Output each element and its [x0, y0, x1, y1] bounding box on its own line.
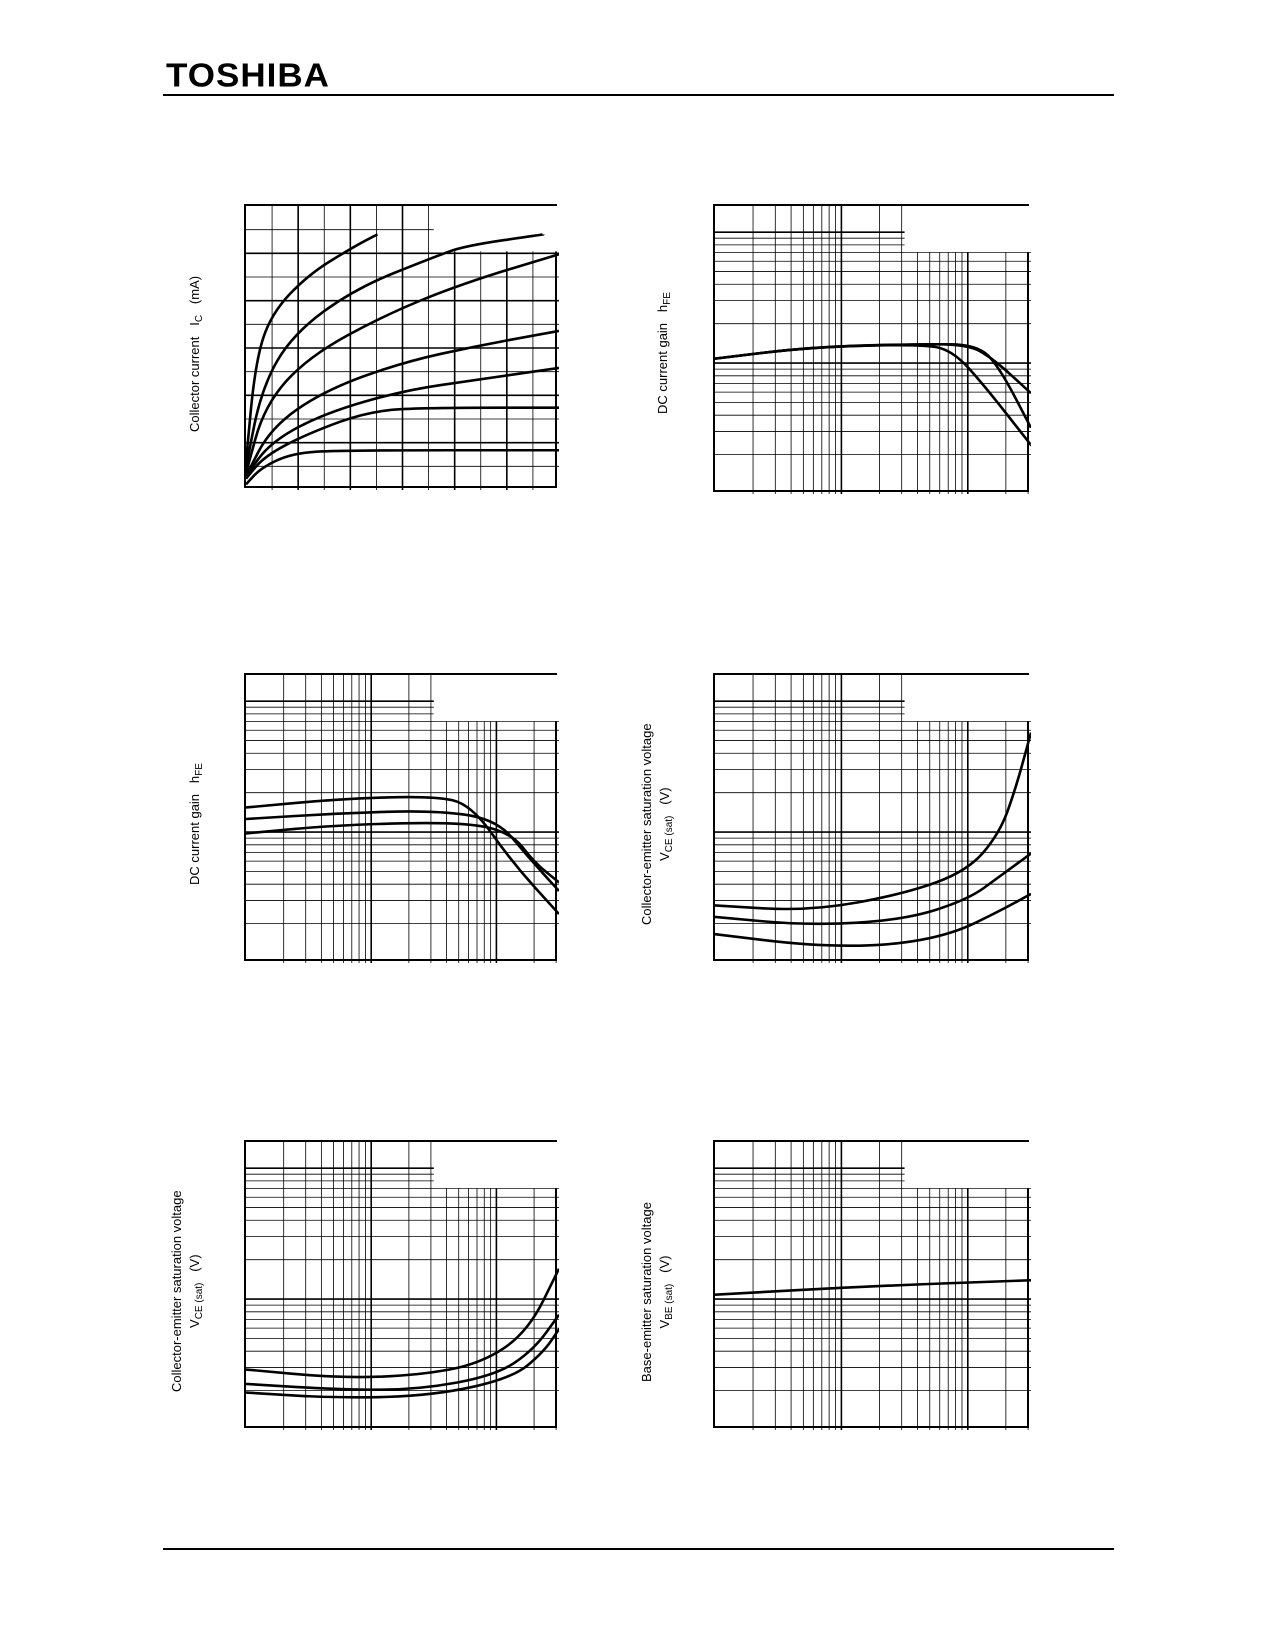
y-axis-label-vce-sat-2: Collector-emitter saturation voltage $V_{CE (sat)}$ (V)	[169, 1190, 205, 1392]
footer-rule	[163, 1548, 1114, 1550]
series-line-c5-1	[246, 1269, 559, 1377]
legend-area	[434, 206, 559, 251]
series-line-c4-3	[715, 894, 1031, 946]
plot-area-c5	[244, 1140, 557, 1428]
series-line-c2-3	[715, 345, 1031, 445]
series-line-c5-2	[246, 1315, 559, 1390]
legend-area	[434, 675, 559, 721]
plot-area-c3	[244, 673, 557, 961]
toshiba-logo: TOSHIBA	[166, 57, 330, 95]
y-axis-label-vbe-sat: Base-emitter saturation voltage $V_{BE (sat)}$ (V)	[639, 1202, 675, 1382]
legend-area	[905, 1142, 1031, 1188]
plot-area-c4	[713, 673, 1029, 961]
plot-svg-c2	[715, 206, 1031, 494]
plot-svg-c6	[715, 1142, 1031, 1430]
plot-area-c1	[244, 204, 557, 488]
y-axis-label-hfe-1: DC current gain $h_{FE}$	[655, 292, 673, 414]
plot-svg-c1	[246, 206, 559, 490]
header-rule	[163, 94, 1114, 96]
y-axis-label-hfe-2: DC current gain $h_{FE}$	[187, 763, 205, 885]
legend-area	[434, 1142, 559, 1188]
plot-area-c6	[713, 1140, 1029, 1428]
plot-svg-c3	[246, 675, 559, 963]
y-axis-label-vce-sat-1: Collector-emitter saturation voltage $V_{CE (sat)}$ (V)	[639, 723, 675, 925]
series-line-c4-1	[715, 733, 1031, 909]
legend-area	[905, 206, 1031, 252]
series-line-c3-1	[246, 797, 559, 914]
plot-svg-c5	[246, 1142, 559, 1430]
series-line-c6-1	[715, 1280, 1031, 1294]
legend-area	[905, 675, 1031, 721]
series-line-c4-2	[715, 854, 1031, 924]
plot-area-c2	[713, 204, 1029, 492]
y-axis-label-ic: Collector current $I_C$ (mA)	[187, 275, 205, 432]
plot-svg-c4	[715, 675, 1031, 963]
